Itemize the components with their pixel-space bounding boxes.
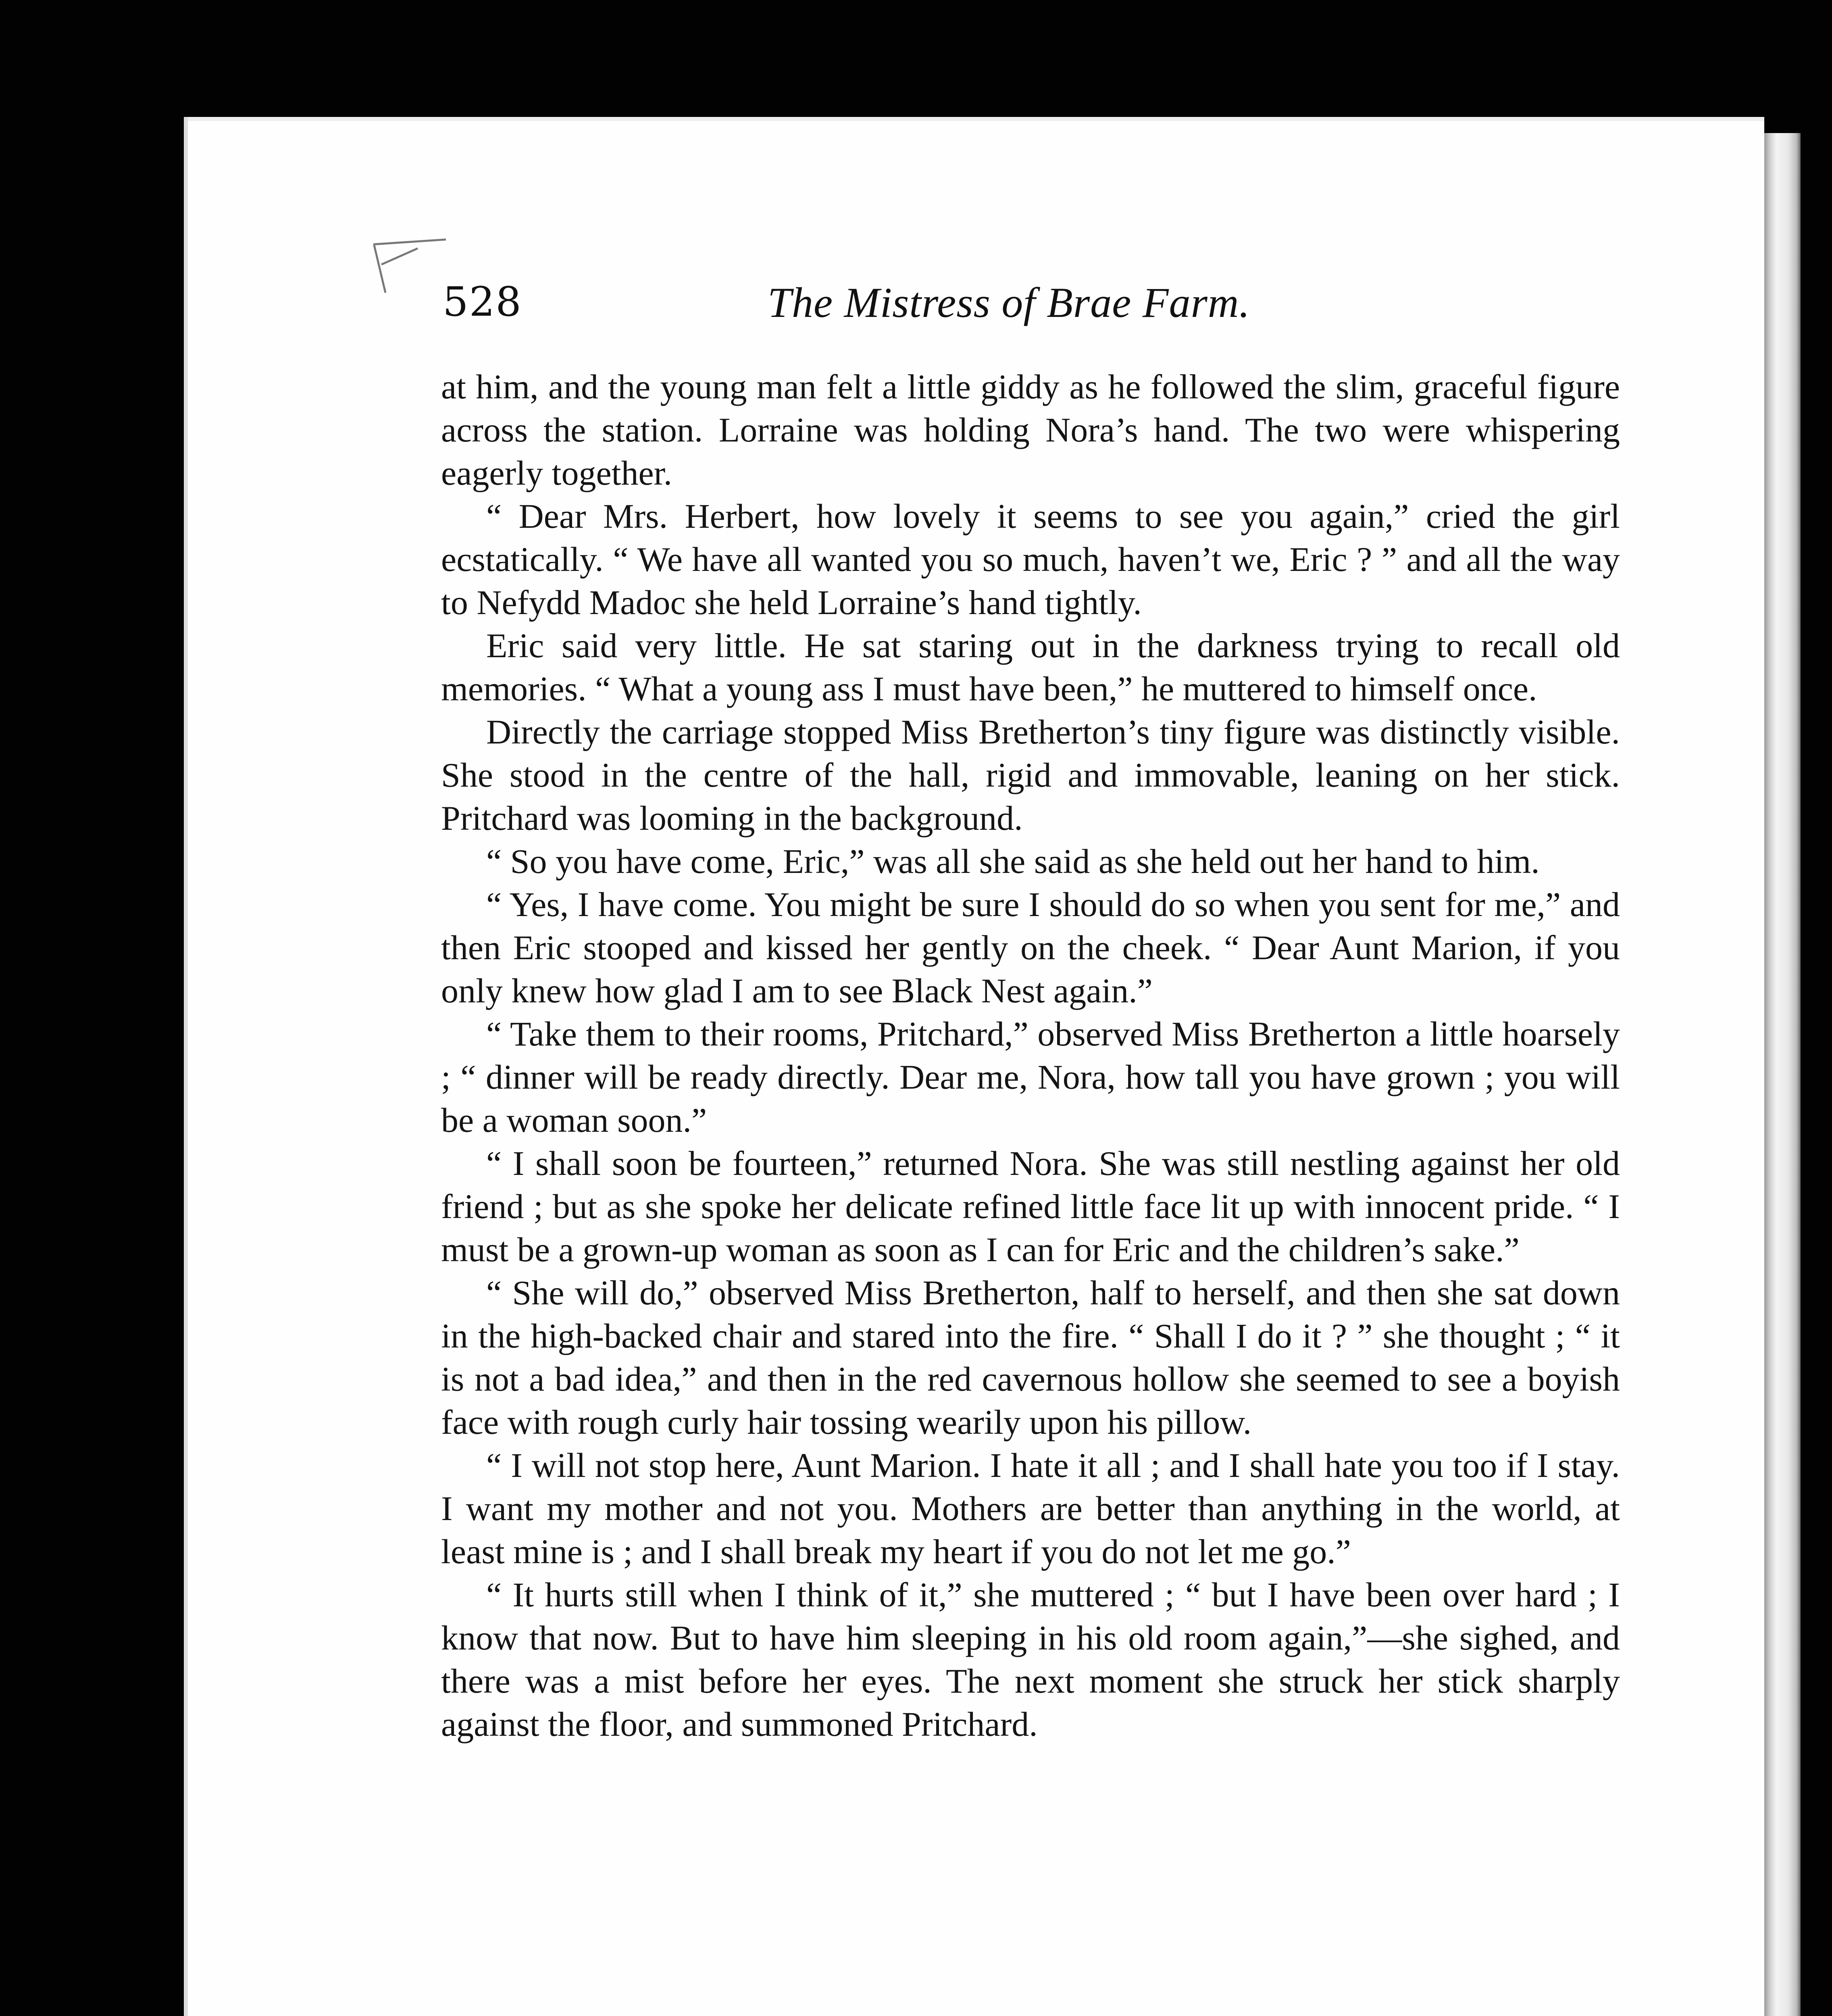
page-header [443,278,1338,343]
paragraph: “ I shall soon be fourteen,” returned Nora. She was still nestling against her old friend ; but as she spoke her delicate refined little face lit up with innocent pride. “ I must be a grown-up woman as soon as I can for Eric and the children’s sake.” [441,1144,1620,1269]
paragraph: “ I will not stop here, Aunt Marion. I hate it all ; and I shall hate you too if I stay. I want my mother and not you. Mothers are better than anything in the world, at least mine is ; and I shall break my heart if you do not let me go.” [441,1446,1620,1571]
page-number: 528 [443,278,522,325]
paragraph: Directly the carriage stopped Miss Bretherton’s tiny figure was distinctly visible. She stood in the centre of the hall, rigid and immovable, leaning on her stick. Pritchard was looming in the background. [441,712,1620,837]
paragraph: at him, and the young man felt a little giddy as he followed the slim, graceful figure across the station. Lorraine was holding Nora’s hand. The two were whispering eagerly together. [441,367,1620,492]
body-text [441,365,1620,1746]
paragraph: “ Yes, I have come. You might be sure I should do so when you sent for me,” and then Eric stooped and kissed her gently on the cheek. “ Dear Aunt Marion, if you only knew how glad I am to see Black Nest again.” [441,885,1620,1010]
pencil-mark-icon [369,236,450,297]
page-edge [1764,133,1801,2016]
paragraph: “ So you have come, Eric,” was all she said as she held out her hand to him. [486,842,1540,881]
paragraph: Eric said very little. He sat staring out in the darkness trying to recall old memories. “ What a young ass I must have been,” he muttered to himself once. [441,626,1620,708]
paragraph: “ Take them to their rooms, Pritchard,” observed Miss Bretherton a little hoarsely ; “ dinner will be ready directly. Dear me, Nora, how tall you have grown ; you will be a woman soon.” [441,1014,1620,1139]
paragraph: “ She will do,” observed Miss Bretherton, half to herself, and then she sat down in the high-backed chair and stared into the fire. “ Shall I do it ? ” she thought ; “ it is not a bad idea,” and then in the red cavernous hollow she seemed to see a boyish face with rough curly hair tossing wearily upon his pillow. [441,1273,1620,1441]
paragraph: “ It hurts still when I think of it,” she muttered ; “ but I have been over hard ; I know that now. But to have him sleeping in his old room again,”—she sighed, and there was a mist before her eyes. The next moment she struck her stick sharply against the floor, and summoned Pritchard. [441,1575,1620,1743]
paragraph: “ Dear Mrs. Herbert, how lovely it seems to see you again,” cried the girl ecstatically. “ We have all wanted you so much, haven’t we, Eric ? ” and all the way to Nefydd Madoc she held Lorraine’s hand tightly. [441,497,1620,622]
running-title: The Mistress of Brae Farm. [768,279,1250,326]
